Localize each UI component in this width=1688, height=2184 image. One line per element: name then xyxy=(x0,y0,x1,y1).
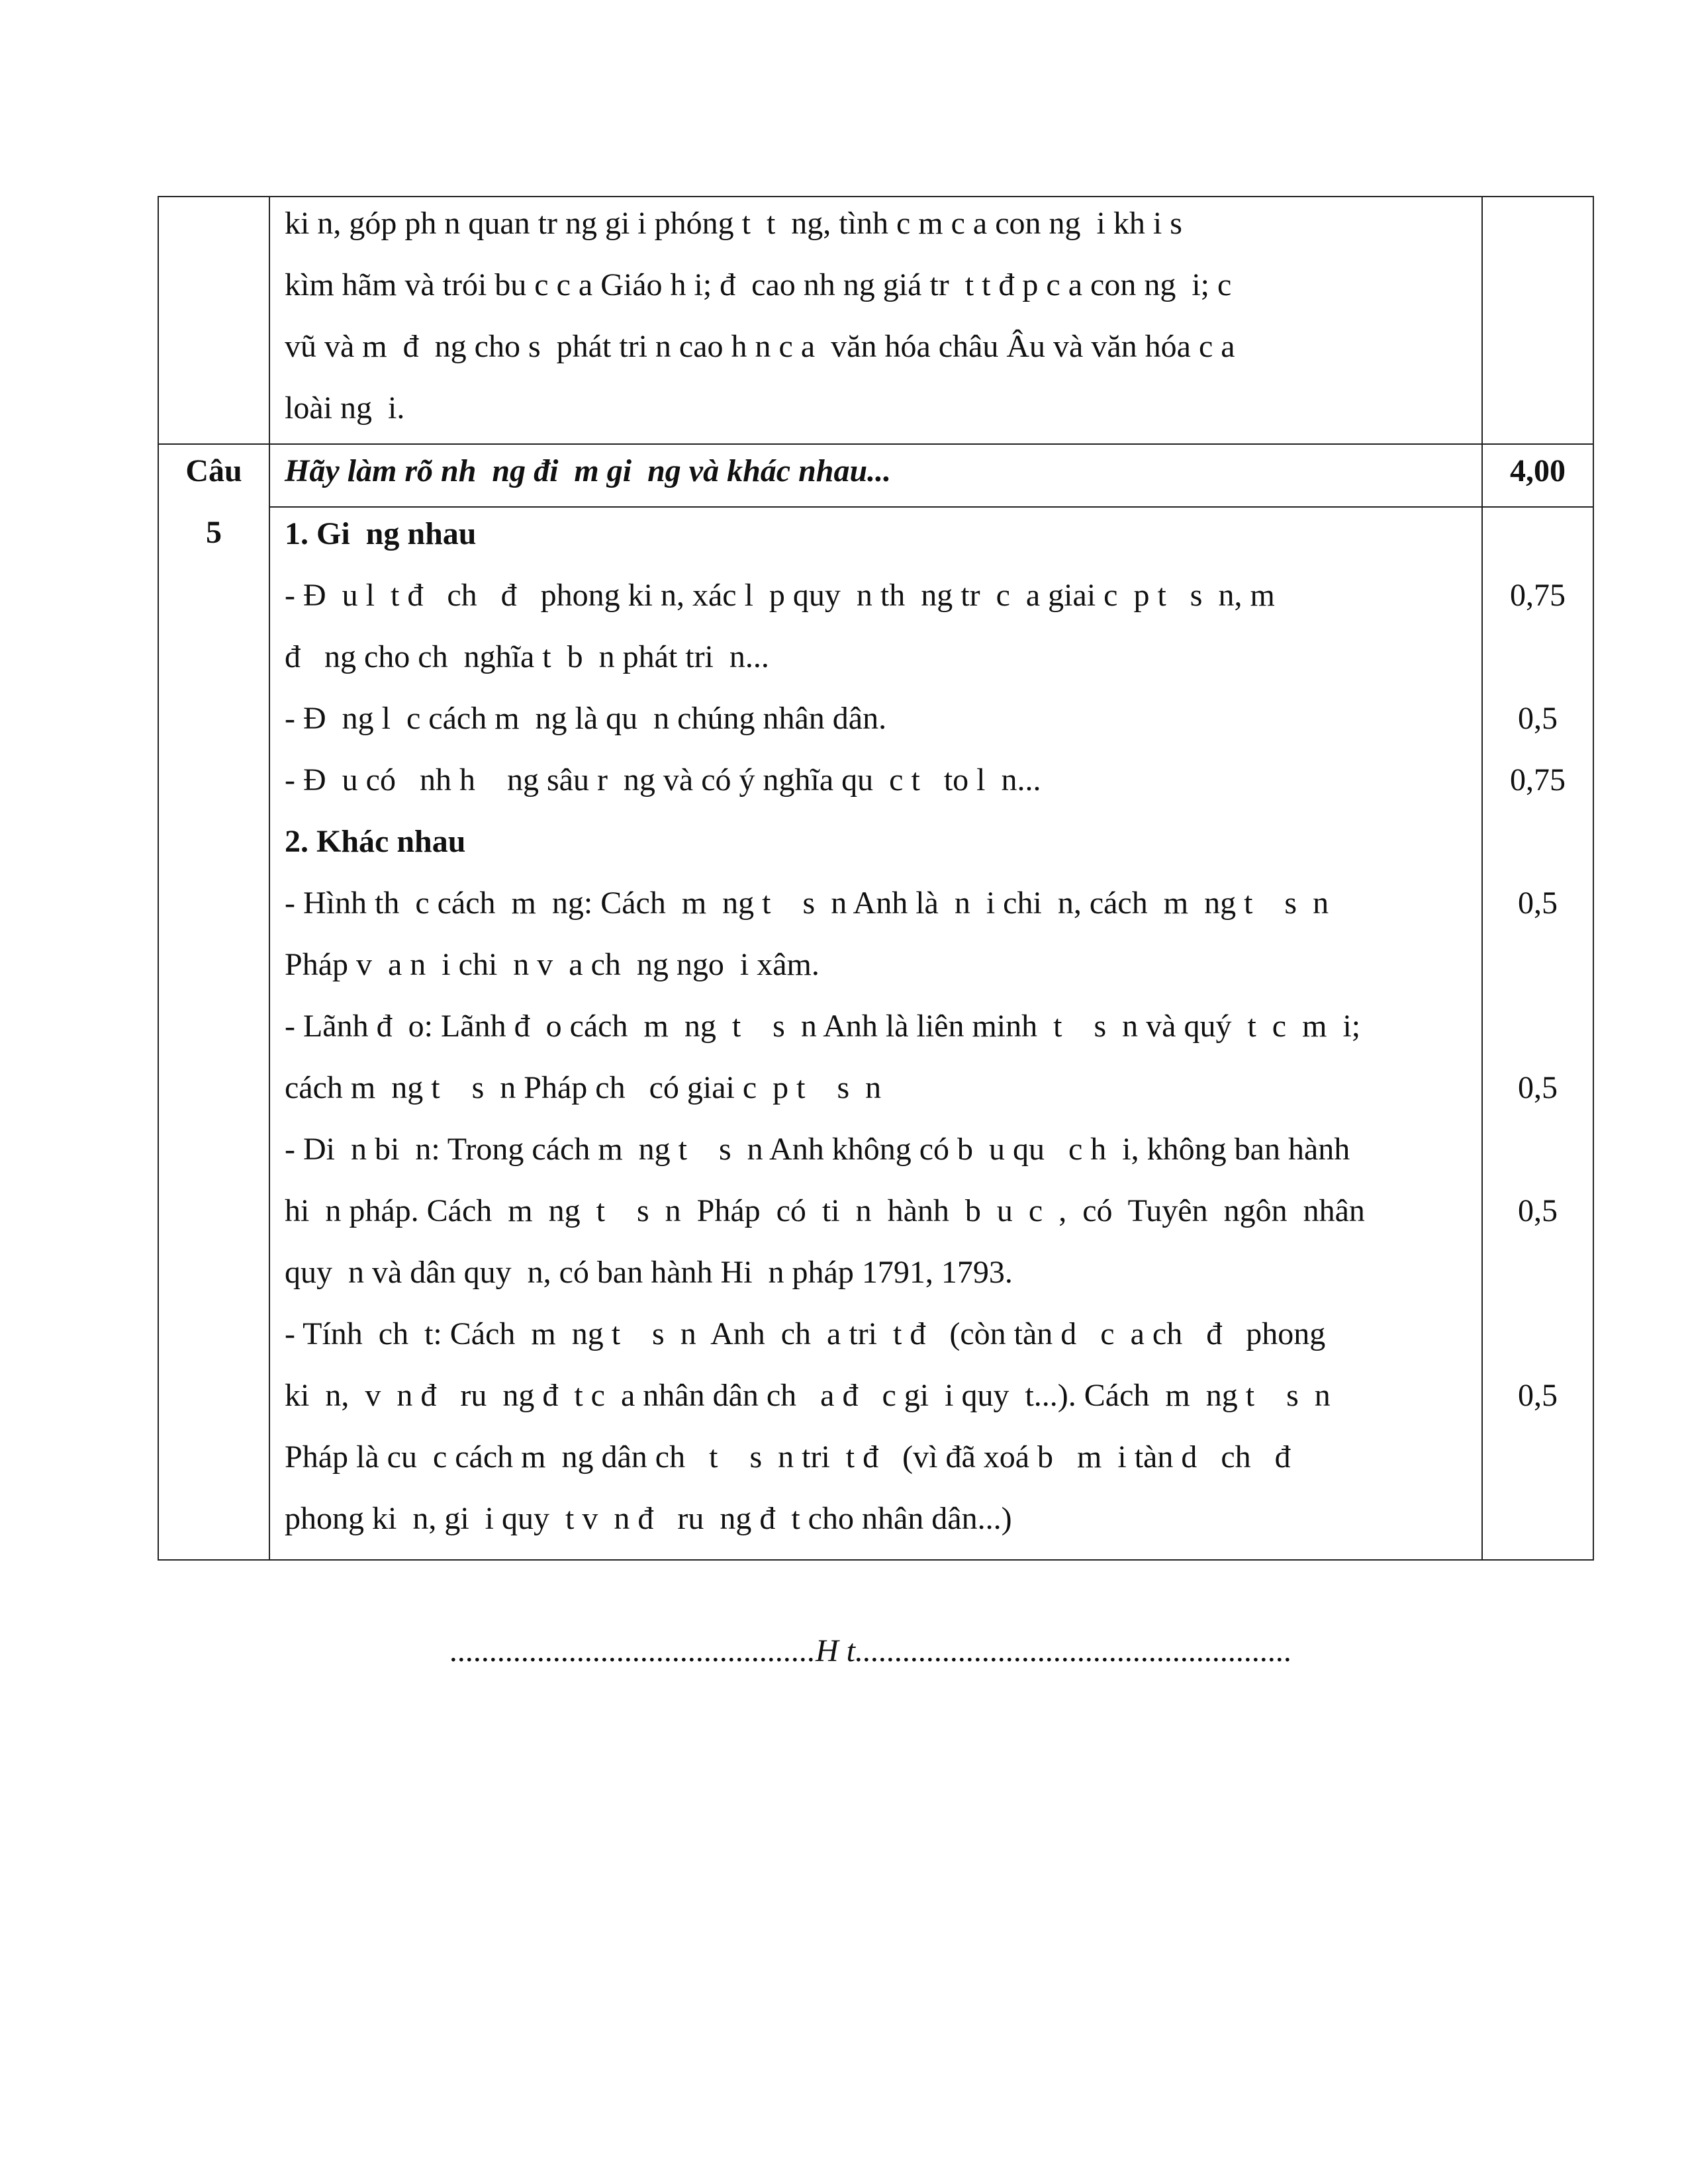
content-line: - Đ ng l c cách m ng là qu n chúng nhân dân. xyxy=(285,701,887,736)
total-score: 4,00 xyxy=(1510,453,1566,488)
score-value: 0,5 xyxy=(1518,886,1558,921)
end-of-document-marker: ..............................................H t....................................................... xyxy=(450,1633,1292,1668)
continuation-content-cell xyxy=(269,197,1482,444)
content-line: loài ng i. xyxy=(285,390,405,426)
content-line: hi n pháp. Cách m ng t s n Pháp có ti n hành b u c , có Tuyên ngôn nhân xyxy=(285,1193,1365,1228)
content-line: - Di n bi n: Trong cách m ng t s n Anh không có b u qu c h i, không ban hành xyxy=(285,1132,1350,1167)
section-heading-differences: 2. Khác nhau xyxy=(285,824,466,859)
content-line: vũ và m đ ng cho s phát tri n cao h n c a văn hóa châu Âu và văn hóa c a xyxy=(285,329,1235,364)
content-line: quy n và dân quy n, có ban hành Hi n pháp 1791, 1793. xyxy=(285,1255,1013,1290)
section-heading-similarities: 1. Gi ng nhau xyxy=(285,516,477,551)
question5-heading-row xyxy=(158,444,1593,507)
continuation-row xyxy=(158,197,1593,444)
question-heading: Hãy làm rõ nh ng đi m gi ng và khác nhau... xyxy=(285,453,892,488)
question-number: 5 xyxy=(206,515,222,550)
score-value xyxy=(1483,631,1593,692)
question-label: Câu xyxy=(185,453,242,488)
answer-key-table xyxy=(158,196,1594,1561)
score-column-cell xyxy=(1482,507,1593,1560)
content-line: kìm hãm và trói bu c c a Giáo h i; đ cao nh ng giá tr t t đ p c a con ng i; c xyxy=(285,267,1232,302)
question-label-cell xyxy=(158,197,269,444)
score-cell xyxy=(1482,197,1593,444)
score-value: 0,5 xyxy=(1518,701,1558,736)
content-line: phong ki n, gi i quy t v n đ ru ng đ t cho nhân dân...) xyxy=(285,1501,1012,1536)
score-value xyxy=(1483,1308,1593,1369)
score-value xyxy=(1483,1246,1593,1308)
total-score-cell xyxy=(1482,444,1593,507)
score-value xyxy=(1483,1492,1593,1554)
score-value: 0,5 xyxy=(1518,1070,1558,1105)
score-value: 0,5 xyxy=(1518,1193,1558,1228)
content-line: đ ng cho ch nghĩa t b n phát tri n... xyxy=(285,639,769,674)
question5-body-row xyxy=(158,507,1593,1560)
content-line: ki n, góp ph n quan tr ng gi i phóng t t ng, tình c m c a con ng i kh i s xyxy=(285,206,1182,241)
score-value xyxy=(1483,1123,1593,1185)
answer-content-cell xyxy=(269,507,1482,1560)
score-value xyxy=(1483,1431,1593,1492)
score-value xyxy=(1483,508,1593,569)
content-line: - Hình th c cách m ng: Cách m ng t s n Anh là n i chi n, cách m ng t s n xyxy=(285,886,1329,921)
score-value xyxy=(1483,1000,1593,1062)
content-line: ki n, v n đ ru ng đ t c a nhân dân ch a đ c gi i quy t...). Cách m ng t s n xyxy=(285,1378,1331,1413)
score-value: 0,5 xyxy=(1518,1378,1558,1413)
content-line: cách m ng t s n Pháp ch có giai c p t s n xyxy=(285,1070,882,1105)
score-value: 0,75 xyxy=(1510,762,1566,797)
content-line: - Tính ch t: Cách m ng t s n Anh ch a tri t đ (còn tàn d c a ch đ phong xyxy=(285,1316,1326,1351)
score-value xyxy=(1483,815,1593,877)
question-heading-cell xyxy=(269,444,1482,507)
score-value xyxy=(1483,938,1593,1000)
content-line: Pháp v a n i chi n v a ch ng ngo i xâm. xyxy=(285,947,820,982)
score-value: 0,75 xyxy=(1510,578,1566,613)
content-line: - Đ u l t đ ch đ phong ki n, xác l p quy n th ng tr c a giai c p t s n, m xyxy=(285,578,1275,613)
content-line: - Đ u có nh h ng sâu r ng và có ý nghĩa qu c t to l n... xyxy=(285,762,1041,797)
question-label-cell xyxy=(158,444,269,1560)
content-line: - Lãnh đ o: Lãnh đ o cách m ng t s n Anh là liên minh t s n và quý t c m i; xyxy=(285,1009,1361,1044)
content-line: Pháp là cu c cách m ng dân ch t s n tri t đ (vì đã xoá b m i tàn d ch đ xyxy=(285,1439,1291,1475)
